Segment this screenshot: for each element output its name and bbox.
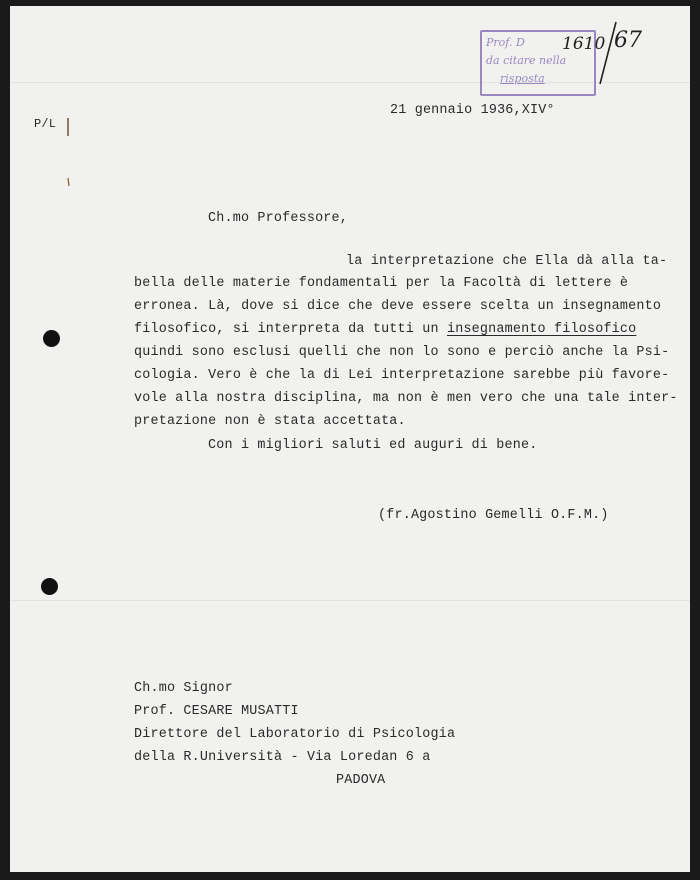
closing-line: Con i migliori saluti ed auguri di bene. xyxy=(208,438,538,453)
reference-initials: P/L xyxy=(34,117,57,131)
punch-hole xyxy=(41,578,58,595)
address-line-3: Direttore del Laboratorio di Psicologia xyxy=(134,727,456,742)
underlined-phrase: insegnamento filosofico xyxy=(446,322,637,337)
salutation: Ch.mo Professore, xyxy=(208,211,349,226)
body-line-8: pretazione non è stata accettata. xyxy=(134,414,406,429)
stamp-line-2: da citare nella xyxy=(486,54,567,67)
body-line-7: vole alla nostra disciplina, ma non è men vero che una tale inter- xyxy=(134,391,678,406)
body-line-5: quindi sono esclusi quelli che non lo sono e perciò anche la Psi- xyxy=(134,345,670,360)
address-line-2: Prof. CESARE MUSATTI xyxy=(134,704,299,719)
letter-date: 21 gennaio 1936,XIV° xyxy=(390,103,555,118)
signature: (fr.Agostino Gemelli O.F.M.) xyxy=(378,508,609,523)
body-line-2: bella delle materie fondamentali per la Facoltà di lettere è xyxy=(134,276,629,291)
address-line-1: Ch.mo Signor xyxy=(134,681,233,696)
address-line-5: PADOVA xyxy=(336,773,386,788)
body-line-1: la interpretazione che Ella dà alla ta- xyxy=(346,254,668,269)
body-line-6: cologia. Vero è che la di Lei interpretazione sarebbe più favore- xyxy=(134,368,670,383)
protocol-number: 1610 xyxy=(562,34,606,54)
punch-hole xyxy=(43,330,60,347)
letter-page xyxy=(10,6,690,872)
body-line-3: erronea. Là, dove si dice che deve essere scelta un insegnamento xyxy=(134,299,662,314)
margin-tick-marks xyxy=(64,114,74,194)
address-line-4: della R.Università - Via Loredan 6 a xyxy=(134,750,431,765)
body-line-4-text: filosofico, si interpreta da tutti un xyxy=(134,322,447,337)
folder-number: 67 xyxy=(614,28,642,53)
stamp-line-1: Prof. D xyxy=(486,36,525,49)
fold-line xyxy=(10,600,690,601)
stamp-line-3: risposta xyxy=(500,72,545,85)
body-line-4 xyxy=(134,322,636,337)
